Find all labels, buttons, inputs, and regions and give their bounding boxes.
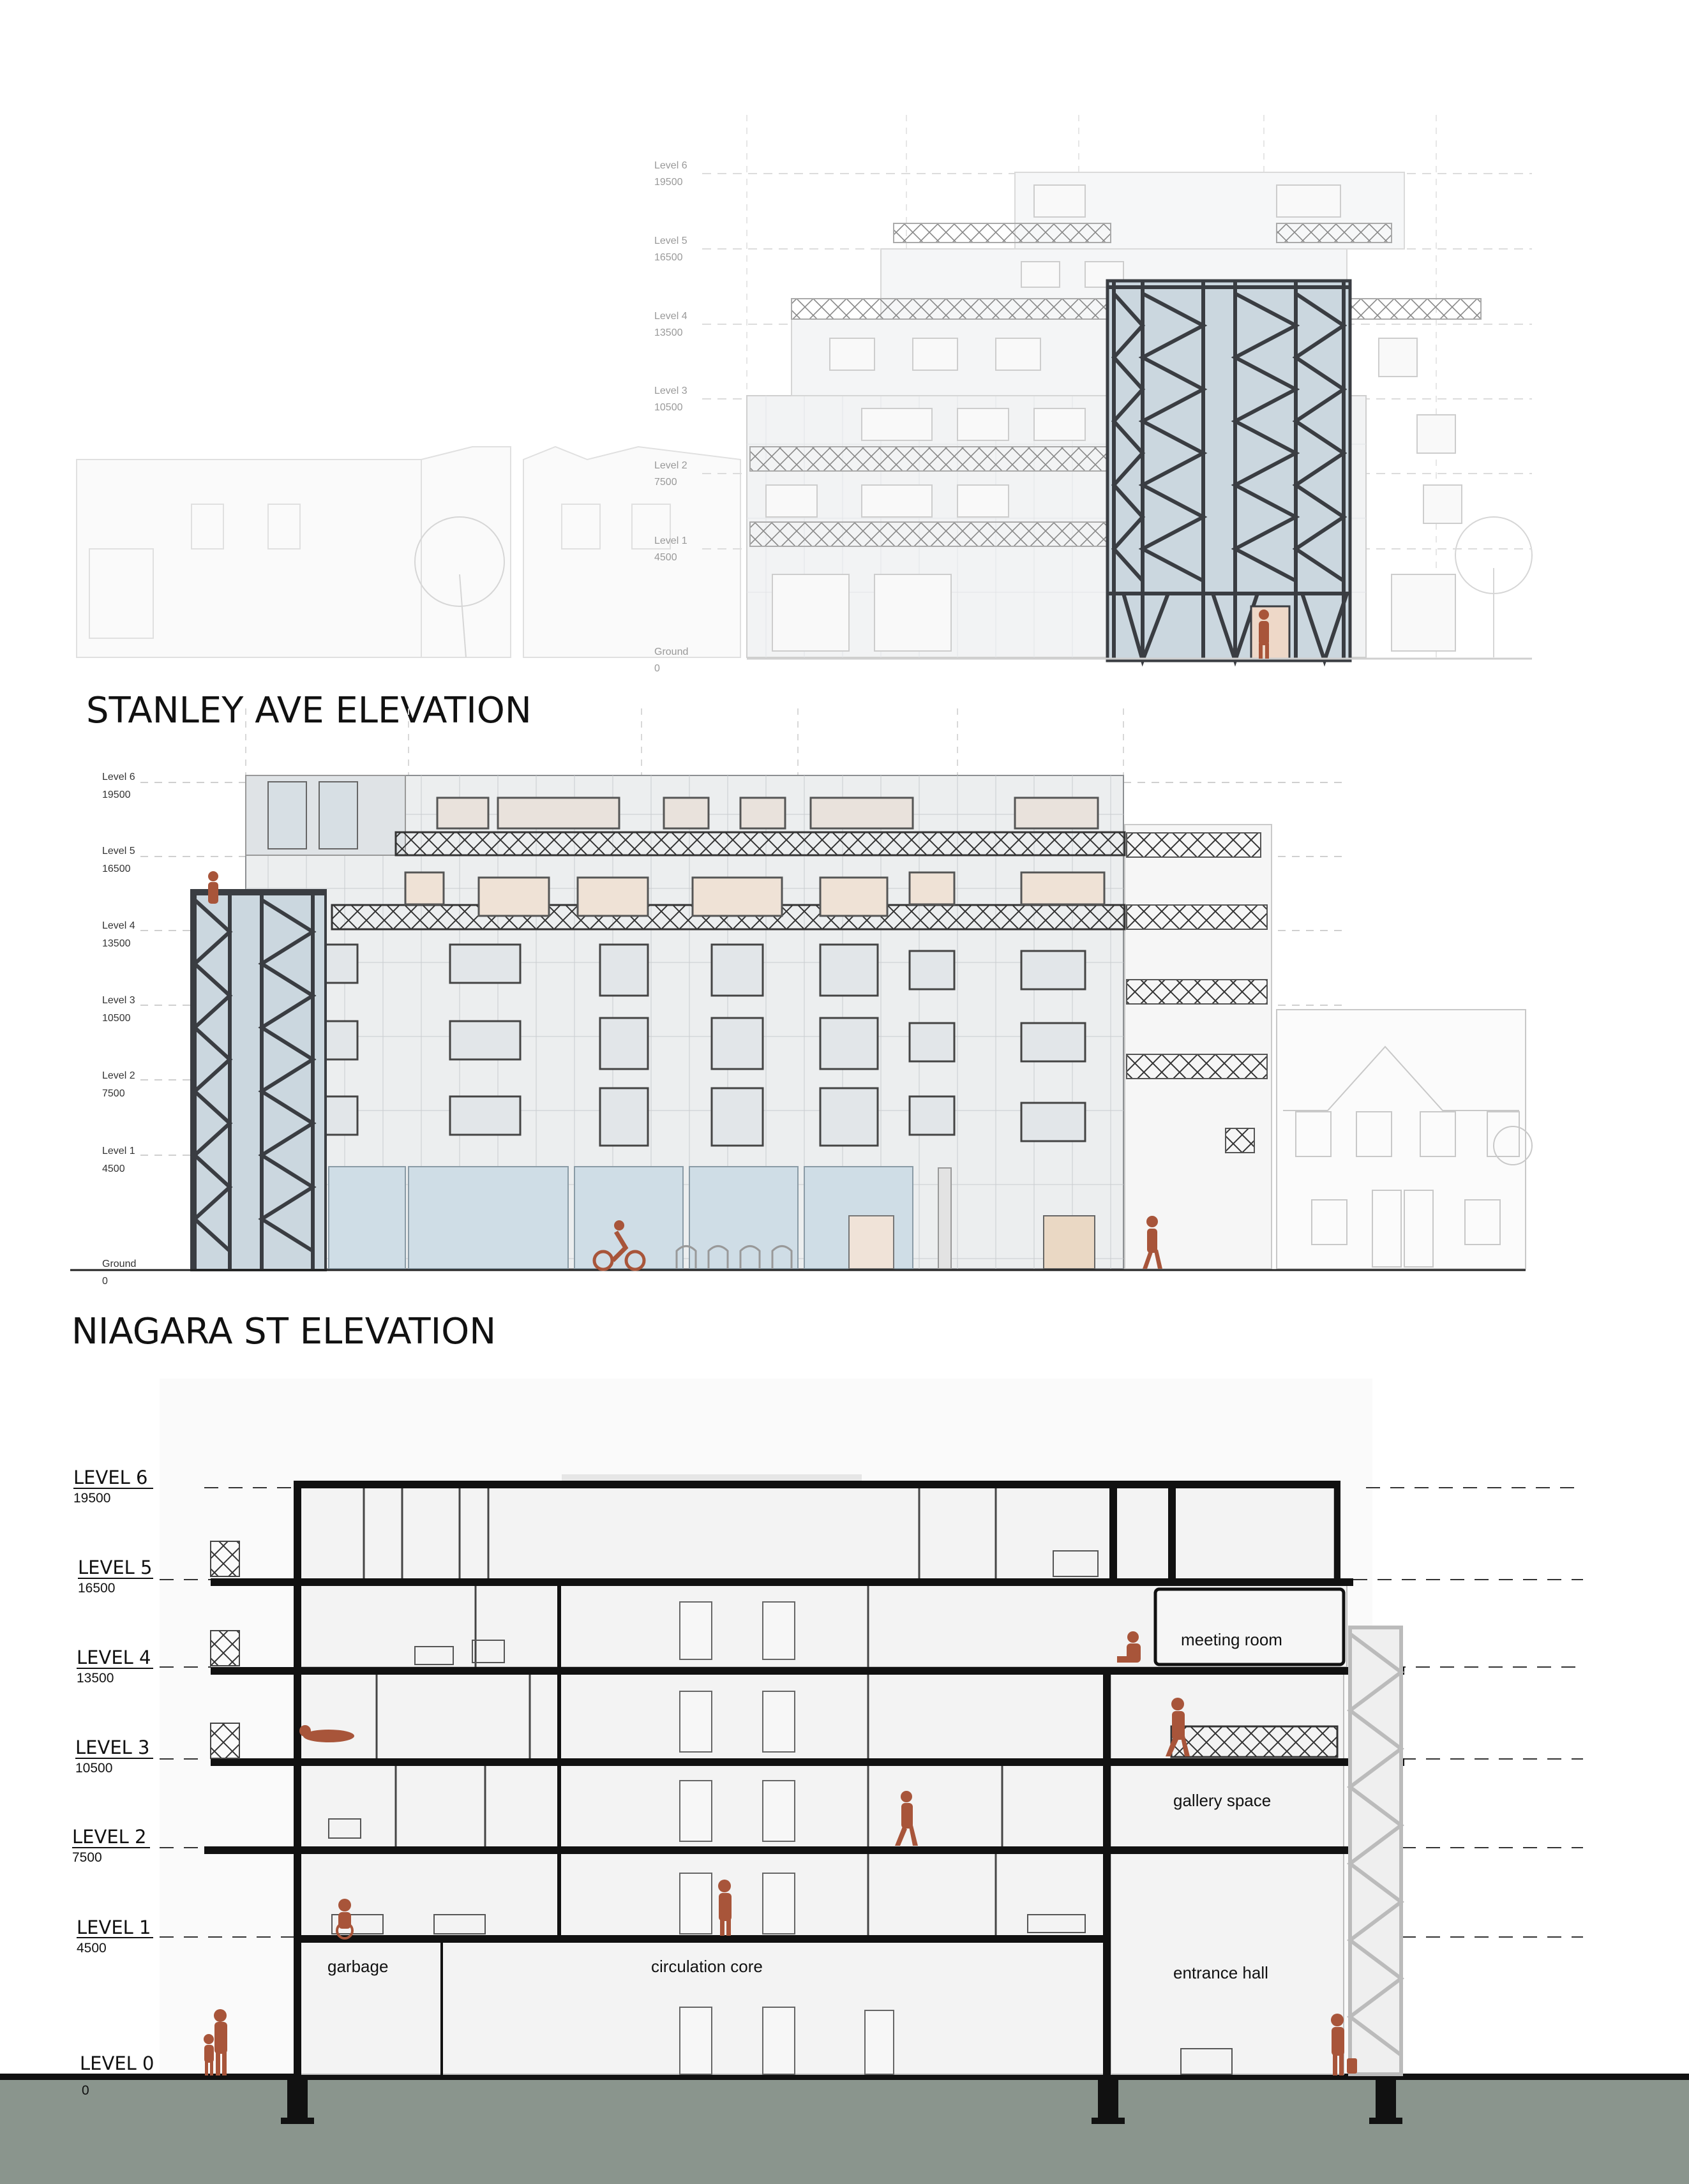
section-level-labels (72, 1467, 154, 2098)
niagara-level-labels (102, 772, 136, 1287)
level-label: Level 4 (102, 920, 135, 931)
level-elevation: 16500 (102, 864, 131, 874)
level-label: LEVEL 5 (78, 1557, 153, 1578)
stanley-title: STANLEY AVE ELEVATION (86, 690, 532, 731)
level-elevation: 0 (82, 2083, 89, 2098)
level-label: Level 6 (102, 772, 135, 782)
level-elevation: 13500 (654, 327, 683, 338)
section-truss (1350, 1627, 1401, 2074)
balcony-railings-left (211, 1541, 239, 1758)
gallery-railing (1171, 1726, 1337, 1757)
level-label: Level 3 (102, 995, 135, 1006)
level-elevation: 19500 (102, 789, 131, 800)
level-label: Level 4 (654, 311, 687, 322)
niagara-building (246, 775, 1125, 1269)
level-elevation: 13500 (77, 1671, 114, 1686)
terrace-strip (1125, 825, 1272, 1269)
figure-rooftop (208, 871, 218, 904)
neighbour-house-right (1277, 1010, 1532, 1269)
level-label: Ground (102, 1259, 137, 1269)
level-label: Level 2 (654, 460, 687, 471)
level-elevation: 19500 (654, 177, 683, 188)
stanley-elevation (77, 115, 1532, 731)
level-elevation: 4500 (77, 1941, 107, 1956)
level-elevation: 0 (654, 663, 660, 674)
level-label: Ground (654, 647, 689, 657)
level-label: Level 1 (654, 535, 687, 546)
level-elevation: 16500 (78, 1581, 116, 1596)
floor-interiors (300, 1487, 1347, 2074)
level-elevation: 13500 (102, 938, 131, 949)
level-elevation: 7500 (72, 1850, 102, 1865)
level-elevation: 10500 (102, 1013, 131, 1024)
level-elevation: 19500 (73, 1491, 111, 1506)
level-label: Level 5 (654, 236, 687, 246)
niagara-truss-tower (191, 890, 326, 1270)
level-label: LEVEL 4 (77, 1647, 151, 1668)
level-label: LEVEL 3 (75, 1737, 150, 1758)
level-elevation: 7500 (102, 1088, 125, 1099)
level-elevation: 4500 (654, 552, 677, 563)
niagara-elevation (70, 708, 1532, 1352)
level-elevation: 4500 (102, 1163, 125, 1174)
level-elevation: 10500 (654, 402, 683, 413)
room-label-entrance: entrance hall (1173, 1963, 1268, 1982)
level-label: Level 5 (102, 846, 135, 856)
building-section (0, 1379, 1689, 2184)
level-label: Level 3 (654, 385, 687, 396)
room-label-meeting: meeting room (1181, 1630, 1282, 1649)
tree-right (1455, 517, 1532, 657)
meeting-room (1155, 1589, 1344, 1664)
stanley-truss-tower (1107, 281, 1350, 661)
level-label: LEVEL 0 (80, 2053, 154, 2074)
level-elevation: 7500 (654, 477, 677, 488)
level-label: LEVEL 1 (77, 1917, 151, 1938)
level-elevation: 0 (102, 1276, 108, 1287)
level-label: LEVEL 2 (72, 1826, 147, 1848)
room-label-core: circulation core (651, 1957, 763, 1976)
niagara-title: NIAGARA ST ELEVATION (71, 1311, 497, 1352)
room-label-garbage: garbage (327, 1957, 389, 1976)
level-label: Level 1 (102, 1146, 135, 1156)
level-elevation: 16500 (654, 252, 683, 263)
level-elevation: 10500 (75, 1761, 113, 1776)
room-label-gallery: gallery space (1173, 1791, 1272, 1810)
level-label: Level 2 (102, 1070, 135, 1081)
ground-fill (0, 2076, 1689, 2184)
neighbour-houses-left (77, 447, 740, 657)
level-label: LEVEL 6 (73, 1467, 148, 1488)
level-label: Level 6 (654, 160, 687, 171)
